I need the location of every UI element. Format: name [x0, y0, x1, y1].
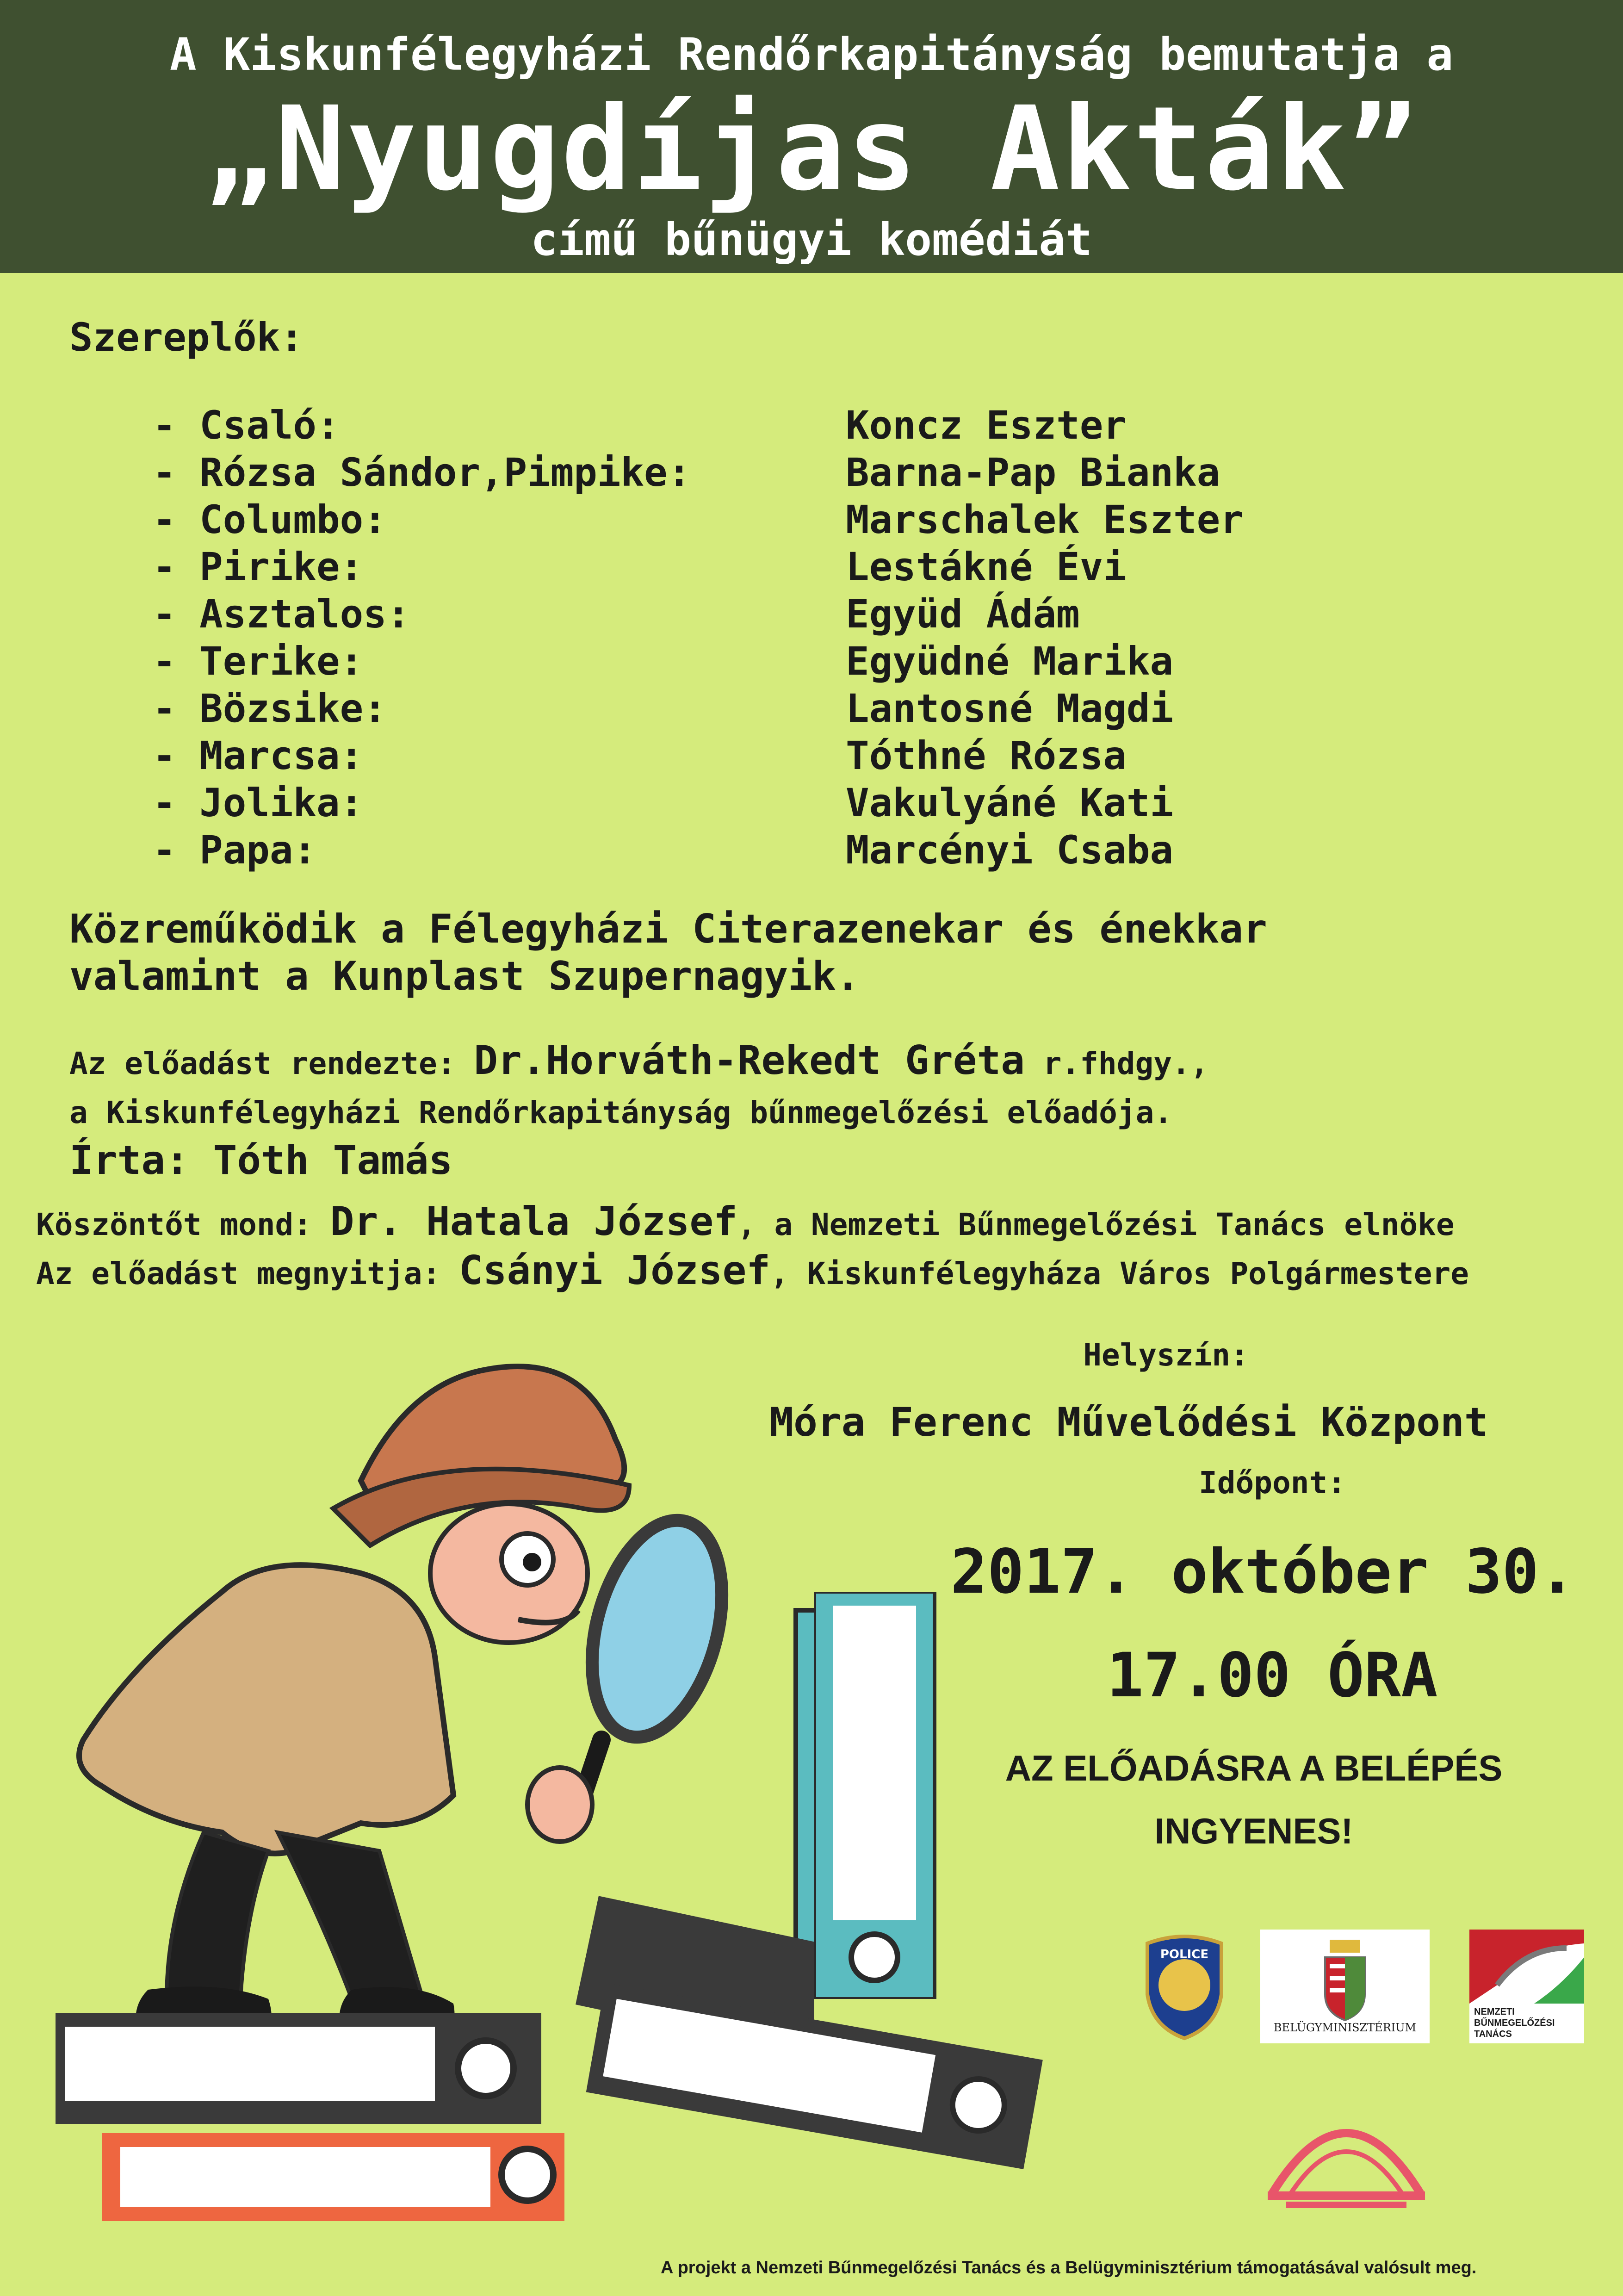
director-line: [69, 1037, 1208, 1084]
cast-list: [153, 403, 1356, 875]
opener-name: Csányi József: [458, 1247, 771, 1294]
nbt-line-3: TANÁCS: [1474, 2029, 1512, 2039]
police-logo-text: POLICE: [1160, 1948, 1209, 1961]
poster-title: „Nyugdíjas Akták”: [204, 81, 1419, 216]
nbt-emblem-icon: [1469, 1930, 1584, 2004]
time-label: Időpont:: [1199, 1465, 1346, 1501]
teal-folder-icon: [796, 1610, 814, 1990]
poster-subtitle: című bűnügyi komédiát: [531, 214, 1092, 266]
detective-body-icon: [79, 1366, 629, 2036]
greeting-prefix: Köszöntőt mond:: [36, 1207, 330, 1242]
venue-label: Helyszín:: [1083, 1337, 1249, 1373]
cast-actor: Marcényi Csaba: [846, 827, 1174, 873]
cast-role: - Asztalos:: [153, 591, 410, 637]
director-suffix: r.fhdgy.,: [1025, 1046, 1209, 1081]
event-date: 2017. október 30.: [950, 1536, 1576, 1607]
nbt-logo: [1469, 1930, 1584, 2043]
cast-role: - Rózsa Sándor,Pimpike:: [153, 450, 691, 495]
greeting-line: [36, 1198, 1455, 1245]
cultural-center-stamp-logo: [1258, 2101, 1434, 2212]
cast-actor: Együd Ádám: [846, 591, 1080, 637]
cast-row: [153, 780, 1356, 827]
greeting-name: Dr. Hatala József: [330, 1198, 737, 1245]
ministry-name: BELÜGYMINISZTÉRIUM: [1273, 2021, 1417, 2034]
event-time: 17.00 ÓRA: [1107, 1640, 1438, 1711]
nbt-line-2: BŰNMEGELŐZÉSI: [1474, 2018, 1555, 2028]
cast-actor: Tóthné Rózsa: [846, 733, 1127, 778]
venue-name: Móra Ferenc Művelődési Központ: [769, 1399, 1488, 1446]
header-top-line: A Kiskunfélegyházi Rendőrkapitányság bemutatja a: [169, 29, 1454, 81]
cast-actor: Koncz Eszter: [846, 403, 1127, 448]
header-banner: [0, 0, 1623, 273]
director-role: a Kiskunfélegyházi Rendőrkapitányság bűnmegelőzési előadója.: [69, 1095, 1173, 1130]
footer-note: A projekt a Nemzeti Bűnmegelőzési Tanács és a Belügyminisztérium támogatásával valósult meg.: [661, 2258, 1477, 2277]
director-name: Dr.Horváth-Rekedt Gréta: [474, 1037, 1025, 1084]
cast-row: [153, 450, 1356, 497]
cast-row: [153, 544, 1356, 591]
cast-actor: Lestákné Évi: [846, 544, 1127, 590]
cast-row: [153, 686, 1356, 733]
cast-actor: Vakulyáné Kati: [846, 780, 1174, 825]
cast-role: - Marcsa:: [153, 733, 364, 778]
cast-actor: Lantosné Magdi: [846, 686, 1174, 731]
cast-role: - Terike:: [153, 639, 364, 684]
cast-role: - Pirike:: [153, 544, 364, 590]
writer-line: Írta: Tóth Tamás: [69, 1137, 453, 1184]
ministry-logo: [1260, 1930, 1430, 2043]
opener-line: [36, 1247, 1469, 1294]
opener-suffix: , Kiskunfélegyháza Város Polgármestere: [770, 1256, 1469, 1291]
cast-row: [153, 497, 1356, 544]
participants-line-1: Közreműködik a Félegyházi Citerazenekar és énekkar: [69, 906, 1267, 952]
cast-actor: Együdné Marika: [846, 639, 1174, 684]
cast-row: [153, 639, 1356, 686]
director-prefix: Az előadást rendezte:: [69, 1046, 474, 1081]
cast-role: - Papa:: [153, 827, 317, 873]
standing-folder-icon: [814, 1592, 981, 1999]
cast-role: - Columbo:: [153, 497, 387, 542]
greeting-suffix: , a Nemzeti Bűnmegelőzési Tanács elnöke: [737, 1207, 1455, 1242]
cast-row: [153, 827, 1356, 875]
free-entry-line-2: INGYENES!: [1154, 1811, 1353, 1851]
police-logo: [1138, 1930, 1231, 2041]
cast-role: - Bözsike:: [153, 686, 387, 731]
cast-row: [153, 591, 1356, 639]
free-entry-line-1: AZ ELŐADÁSRA A BELÉPÉS: [1005, 1748, 1503, 1788]
cast-row: [153, 733, 1356, 780]
tilted-folder-icon: [583, 1980, 1064, 2175]
participants-line-2: valamint a Kunplast Szupernagyik.: [69, 953, 860, 999]
cast-heading: Szereplők:: [69, 315, 304, 360]
cast-actor: Marschalek Eszter: [846, 497, 1244, 542]
cast-row: [153, 403, 1356, 450]
nbt-text: [1474, 2006, 1555, 2040]
red-folder-icon: [102, 2133, 564, 2221]
cast-role: - Jolika:: [153, 780, 364, 825]
nbt-line-1: NEMZETI: [1474, 2007, 1515, 2017]
cast-actor: Barna-Pap Bianka: [846, 450, 1220, 495]
opener-prefix: Az előadást megnyitja:: [36, 1256, 459, 1291]
cast-role: - Csaló:: [153, 403, 340, 448]
